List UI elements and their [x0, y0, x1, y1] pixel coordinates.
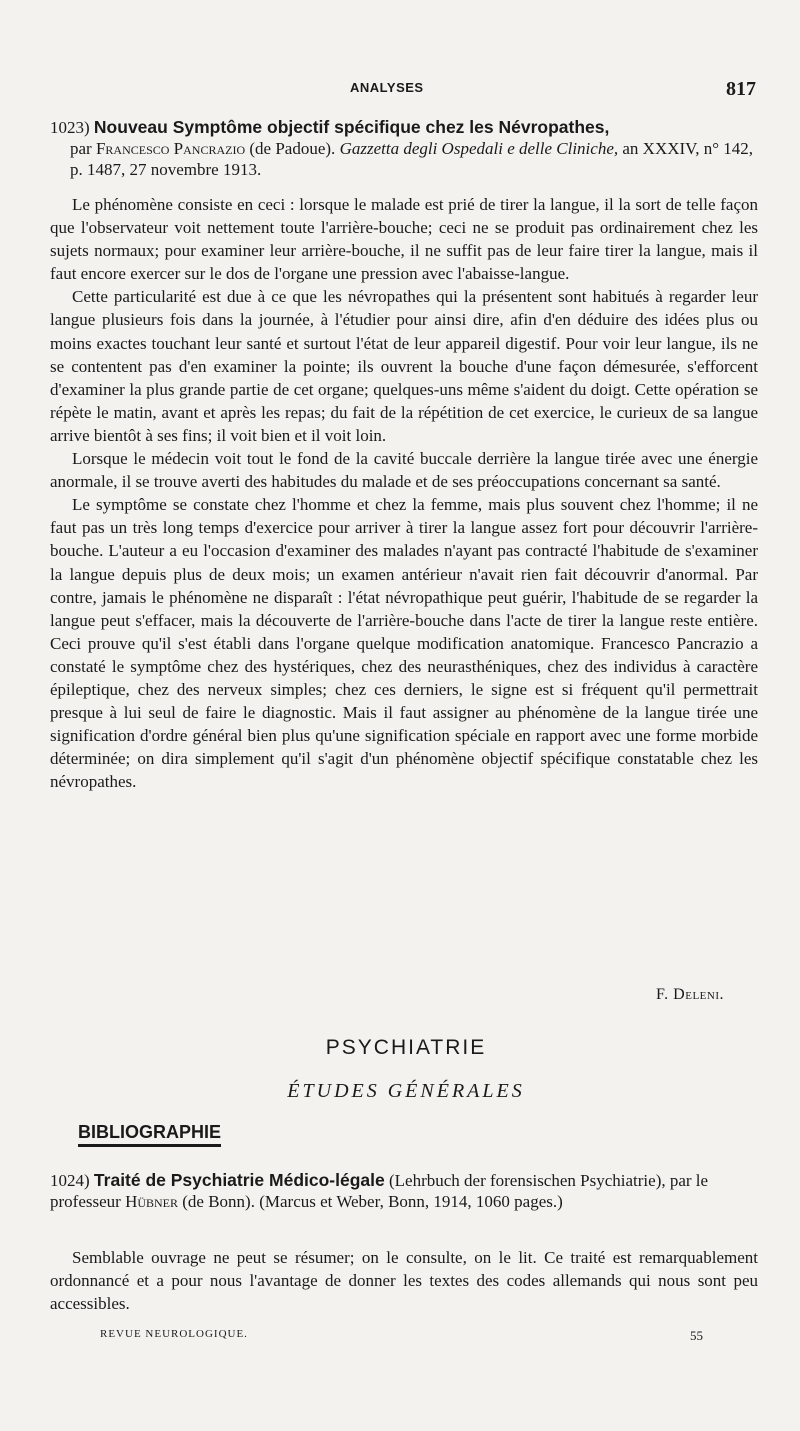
footer-signature-mark: 55 — [690, 1328, 703, 1343]
section-title: PSYCHIATRIE — [325, 1036, 487, 1059]
entry-details: (Lehrbuch der forensischen Psychiatrie), par le professeur — [50, 1171, 709, 1211]
page-number: 817 — [726, 78, 756, 100]
entry-number: 1024) — [50, 1171, 90, 1190]
signature-name: Deleni. — [673, 986, 724, 1003]
subsection-title: ÉTUDES GÉNÉRALES — [287, 1080, 525, 1102]
running-title: ANALYSES — [350, 80, 424, 95]
running-head — [50, 78, 760, 102]
entry-1023-heading — [50, 117, 762, 180]
body-paragraph: Cette particularité est due à ce que les névropathes qui la présentent sont habitués à regarder leur langue plusieurs fois dans la journée, à l'étudier pour ainsi dire, afin d'en déduire des idées plus ou moins exactes touchant leur santé et surtout l'état de leur appareil digestif. Pour voir leur langue, ils ne se contentent pas d'en examiner la pointe; ils ouvrent la bouche d'une façon démesurée, s'efforcent d'examiner la plus grande partie de cet organe; quelques-uns même s'aident du doigt. Cette opération se répète le matin, avant et après les repas; du fait de la répétition de cet exercice, le curieux de sa langue arrive bientôt à ses fins; il voit bien et il voit loin. — [50, 287, 758, 445]
author-signature — [656, 986, 724, 1004]
entry-citation: an XXXIV, n° 142, p. 1487, 27 novembre 1913. — [70, 139, 754, 179]
entry-author: Hübner — [125, 1192, 179, 1211]
entry-1024-body — [50, 1246, 758, 1315]
entry-affiliation: (de Padoue). — [249, 139, 336, 158]
entry-details: (de Bonn). (Marcus et Weber, Bonn, 1914, 1060 pages.) — [182, 1192, 563, 1211]
entry-1024-heading — [50, 1170, 762, 1212]
entry-author: Francesco Pancrazio — [95, 139, 246, 158]
entry-journal: Gazzetta degli Ospedali e delle Cliniche, — [339, 139, 619, 158]
bibliography-heading: BIBLIOGRAPHIE — [78, 1122, 221, 1147]
footer-journal: REVUE NEUROLOGIQUE. — [100, 1328, 248, 1340]
entry-title: Nouveau Symptôme objectif spécifique chez les Névropathes, — [93, 117, 610, 137]
body-paragraph: Le symptôme se constate chez l'homme et chez la femme, mais plus souvent chez l'homme; il ne faut pas un très long temps d'exercice pour arriver à tirer la langue assez fort pour découvrir l'arrière-bouche. L'auteur a eu l'occasion d'examiner des malades n'ayant pas contracté l'habitude de s'examiner la langue depuis plus de deux mois; un examen antérieur n'avait rien fait découvrir d'anormal. Par contre, jamais le phénomène ne disparaît : l'état névropathique peut guérir, l'habitude de se regarder la langue peut s'effacer, mais la découverte de l'arrière-bouche dans l'acte de tirer la langue reste entière. Ceci prouve qu'il s'est établi dans l'organe quelque modification anatomique. Francesco Pancrazio a constaté le symptôme chez des hystériques, chez des neurasthéniques, chez des individus à caractère épileptique, chez des nerveux simples; chez ces derniers, le signe est si fréquent qu'il permettrait presque à lui seul de faire le diagnostic. Mais il faut assigner au phénomène de la langue tirée une signification d'ordre général bien plus qu'une signification spéciale en rapport avec une forme morbide déterminée; on dira simplement qu'il s'agit d'un phénomène objectif spécifique constatable chez les névropathes. — [50, 495, 758, 792]
page-footer — [50, 1328, 760, 1348]
entry-number: 1023) — [50, 118, 90, 137]
entry-by: par — [70, 139, 92, 158]
signature-initial: F. — [656, 986, 669, 1003]
body-paragraph: Semblable ouvrage ne peut se résumer; on le consulte, on le lit. Ce traité est remarquablement ordonnancé et a pour nous l'avantage de donner les textes des codes allemands qui nous sont peu accessibles. — [50, 1248, 758, 1314]
entry-title: Traité de Psychiatrie Médico-légale — [93, 1170, 385, 1190]
entry-1023-body — [50, 193, 758, 793]
body-paragraph: Lorsque le médecin voit tout le fond de la cavité buccale derrière la langue tirée avec une énergie anormale, il se trouve averti des habitudes du malade et de ses préoccupations concernant sa santé. — [50, 449, 758, 492]
body-paragraph: Le phénomène consiste en ceci : lorsque le malade est prié de tirer la langue, il la sort de telle façon que l'observateur voit nettement toute l'arrière-bouche; ceci ne se produit pas ordinairement chez les sujets normaux; pour examiner leur arrière-bouche, il ne suffit pas de leur faire tirer la langue, mais il faut encore exercer sur le dos de l'organe une pression avec l'abaisse-langue. — [50, 195, 758, 284]
